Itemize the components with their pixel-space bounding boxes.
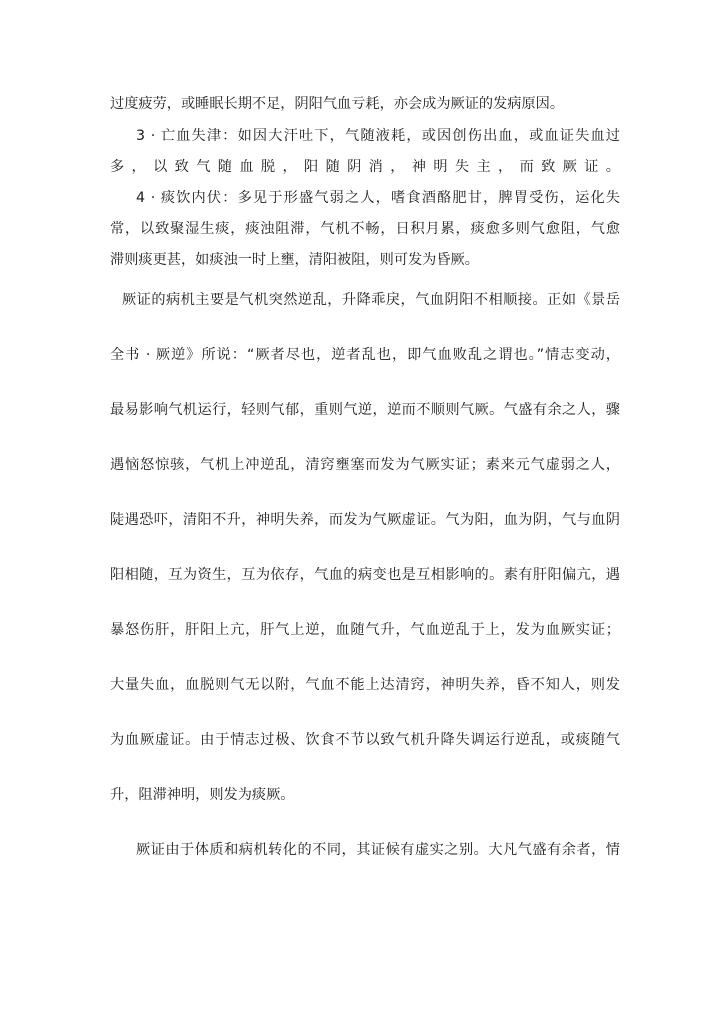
text-line-7: 厥证的病机主要是气机突然逆乱，升降乖戾，气血阴阳不相顺接。正如《景岳	[122, 292, 620, 308]
text-line-5: 常，以致聚湿生痰，痰浊阻滞，气机不畅，日积月累，痰愈多则气愈阻，气愈	[110, 221, 620, 237]
text-line-12: 阳相随，互为资生，互为依存，气血的病变也是互相影响的。素有肝阳偏亢，遇	[110, 567, 620, 583]
text-line-10: 遇恼怒惊骇，气机上冲逆乱，清窍壅塞而发为气厥实证；素来元气虚弱之人，	[110, 457, 620, 473]
text-line-4: 4 · 痰饮内伏：多见于形盛气弱之人，嗜食酒酪肥甘，脾胃受伤，运化失	[136, 190, 620, 206]
text-line-8: 全书 · 厥逆》所说：“厥者尽也，逆者乱也，即气血败乱之谓也。”情志变动，	[110, 347, 620, 363]
text-line-15: 为血厥虚证。由于情志过极、饮食不节以致气机升降失调运行逆乱，或痰随气	[110, 732, 620, 748]
text-line-11: 陡遇恐吓，清阳不升，神明失养，而发为气厥虚证。气为阳，血为阴，气与血阴	[110, 512, 620, 528]
text-line-1: 过度疲劳，或睡眠长期不足，阴阳气血亏耗，亦会成为厥证的发病原因。	[110, 96, 565, 112]
text-line-14: 大量失血，血脱则气无以附，气血不能上达清窍，神明失养，昏不知人，则发	[110, 677, 620, 693]
text-line-3: 多，以致气随血脱，阳随阴消，神明失主，而致厥证。	[110, 159, 620, 175]
text-line-6: 滞则痰更甚，如痰浊一时上壅，清阳被阻，则可发为昏厥。	[110, 252, 479, 268]
text-line-9: 最易影响气机运行，轻则气郁，重则气逆，逆而不顺则气厥。气盛有余之人，骤	[110, 402, 620, 418]
text-line-13: 暴怒伤肝，肝阳上亢，肝气上逆，血随气升，气血逆乱于上，发为血厥实证；	[110, 622, 620, 638]
text-line-17: 厥证由于体质和病机转化的不同，其证候有虚实之别。大凡气盛有余者，情	[136, 842, 620, 858]
text-line-2: 3 · 亡血失津：如因大汗吐下，气随液耗，或因创伤出血，或血证失血过	[136, 128, 620, 144]
text-line-16: 升，阻滞神明，则发为痰厥。	[110, 787, 295, 803]
